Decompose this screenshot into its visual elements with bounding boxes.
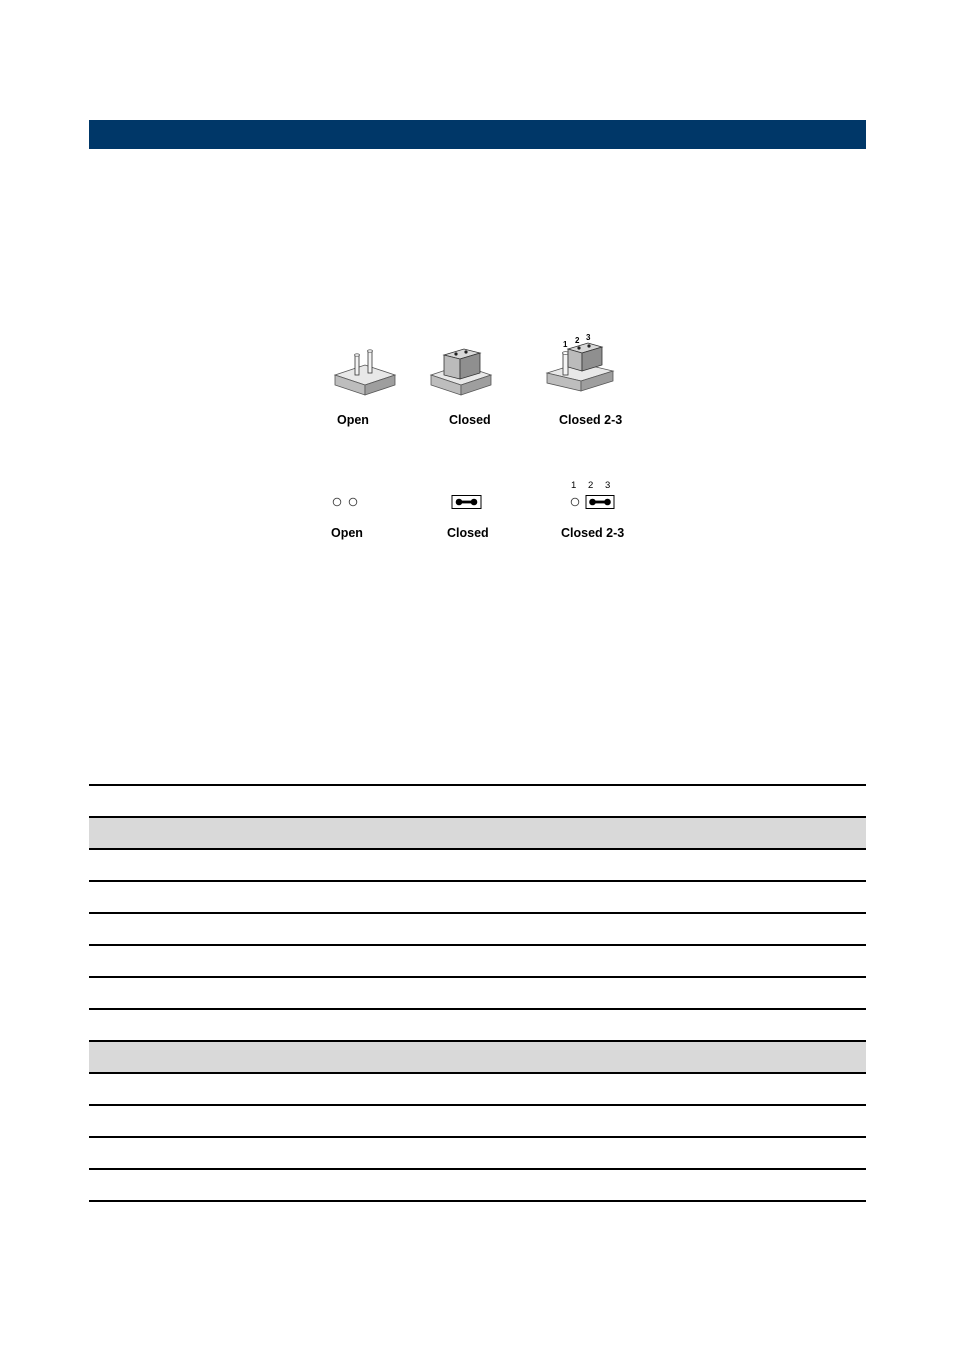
schematic-pin-number-3: 3 <box>605 480 611 491</box>
table-row <box>89 848 866 880</box>
table-row <box>89 816 866 848</box>
table-row <box>89 1008 866 1040</box>
caption-open-3d: Open <box>337 413 369 427</box>
jumper-closed-schematic-icon <box>451 494 483 510</box>
jumper-open-schematic-icon <box>330 494 362 510</box>
jumper-closed-3d-icon <box>428 345 498 400</box>
table-row <box>89 1040 866 1072</box>
schematic-pin-number-2: 2 <box>588 480 594 491</box>
table-row <box>89 1136 866 1168</box>
caption-closed-2-3-schematic: Closed 2-3 <box>561 526 625 540</box>
table-row <box>89 1104 866 1136</box>
table-row <box>89 944 866 976</box>
table-row <box>89 784 866 816</box>
caption-closed-3d: Closed <box>449 413 491 427</box>
caption-closed-2-3-3d: Closed 2-3 <box>559 413 623 427</box>
table-row <box>89 880 866 912</box>
table-row <box>89 1072 866 1104</box>
schematic-pin-number-1: 1 <box>571 480 577 491</box>
section-header-bar <box>89 120 866 149</box>
pin-number-3: 3 <box>586 333 591 342</box>
table-row <box>89 912 866 944</box>
jumper-open-3d-icon <box>330 345 400 400</box>
table-row <box>89 1168 866 1202</box>
settings-table <box>89 784 866 1202</box>
pin-number-2: 2 <box>575 336 580 345</box>
jumper-closed-2-3-schematic-icon <box>566 494 618 510</box>
table-row <box>89 976 866 1008</box>
pin-number-1: 1 <box>563 340 568 349</box>
caption-closed-schematic: Closed <box>447 526 489 540</box>
caption-open-schematic: Open <box>331 526 363 540</box>
jumper-closed-2-3-3d-icon <box>543 333 623 398</box>
